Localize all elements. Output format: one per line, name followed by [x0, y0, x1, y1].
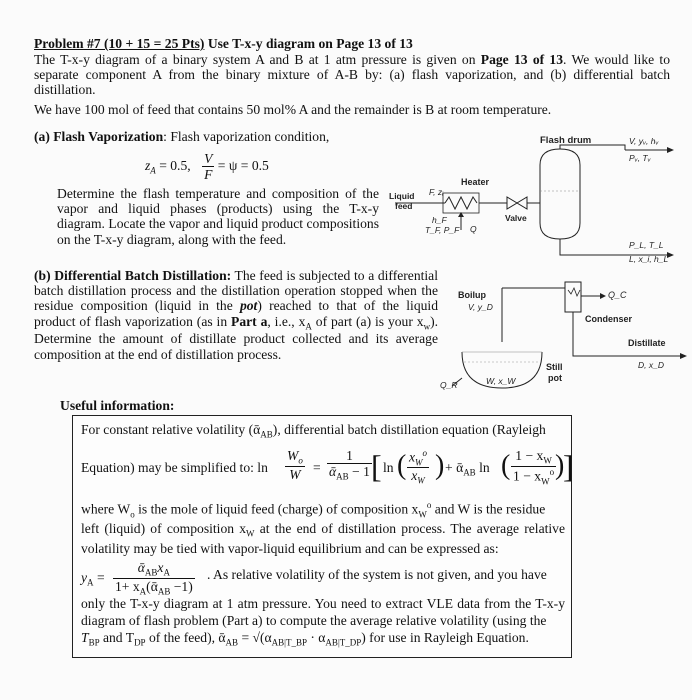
intro-feed: We have 100 mol of feed that contains 50 mol% A and the remainder is B at room temperature. [34, 102, 552, 117]
part-b-xw-sub: w [423, 321, 431, 332]
ya-sub: A [87, 577, 94, 588]
condenser-label: Condenser [585, 314, 633, 324]
ya-num-x-sub: A [163, 567, 170, 578]
useful-line-5: only the T-x-y diagram at 1 atm pressure. You need to extract VLE data from the T-x-y diagram of flash problem (Part a) to compute the average relative volatility (using the [81, 596, 565, 628]
eq-f: F [204, 167, 213, 183]
qr-label: Q_R [440, 380, 458, 390]
boilup-vars-label: V, y_D [468, 302, 493, 312]
ya-num-x: x [157, 560, 164, 575]
line6-and: and T [99, 630, 135, 645]
useful-where-line [81, 500, 565, 519]
problem-title-rest: Use T-x-y diagram on Page 13 of 13 [204, 36, 413, 51]
where-b-sub: W [418, 509, 427, 520]
valve-right [517, 197, 527, 209]
line6-dot-sub: AB [325, 637, 338, 648]
valve-left [507, 197, 517, 209]
line3-a: left (liquid) of composition x [81, 521, 247, 536]
eq-psi: = ψ = 0.5 [217, 157, 269, 173]
liquid-out-label: P_L, T_L [629, 240, 664, 250]
ya-frac [113, 560, 195, 597]
rayleigh-plus-sub: AB [463, 467, 476, 478]
where-b: is the mole of liquid feed (charge) of composition x [134, 501, 419, 517]
rayleigh-w-frac [285, 448, 305, 482]
rayleigh-x-frac [407, 448, 429, 486]
eq-z-value: = 0.5, [155, 157, 191, 173]
useful-line-1-a: For constant relative volatility (ᾱ [81, 422, 261, 437]
ya-y: y [81, 570, 88, 585]
part-a-text: Determine the flash temperature and composition of the vapor and liquid phases (products) using the T-x-y diagram. Locate the vapor and liquid product compositions on the T-x-y diagram, along with the feed. [57, 186, 379, 247]
line6-close: ) [361, 630, 366, 645]
part-b-text-5: ). Determine the amount of distillate product collected and its average composition at the end of distillation process. [34, 313, 439, 362]
feed-vars-label: F, zᵢ [429, 187, 444, 197]
rayleigh-ln-1: ln [383, 460, 394, 475]
part-b-text-3: , i.e., x [267, 313, 306, 329]
rayleigh-equation: Equation) may be simplified to: ln $\frac{W_o}{W}$ = 1 ᾱ$_{AB}$ − 1 [ ln ( $x_W^o$ $x_W$ ) + ᾱ$_{AB}$ ln ( $1 - x_W$ $1 - x_W^o$ ) ] [81, 448, 574, 487]
rayleigh-alpha-sub: AB [336, 471, 349, 482]
rayleigh-xw0-sub: W [415, 457, 423, 468]
part-b-label: (b) Differential Batch Distillation: [34, 268, 232, 283]
rayleigh-ln-2: ln [475, 460, 490, 475]
rayleigh-r-den-sub: W [541, 476, 550, 487]
flash-diagram [385, 135, 690, 270]
rayleigh-w: W [289, 466, 301, 482]
line6-alpha-sub: AB [225, 637, 239, 648]
vapor-out-label-2: Pᵥ, Tᵥ [629, 153, 651, 163]
useful-heading: Useful information: [60, 398, 175, 413]
rayleigh-xw0-sup: o [422, 448, 428, 458]
flash-drum-label: Flash drum [540, 135, 592, 146]
rayleigh-xw0: x [409, 449, 416, 465]
part-a-label: (a) Flash Vaporization [34, 129, 164, 144]
intro-text-1: The T-x-y diagram of a binary system A and B at 1 atm pressure is given on [34, 52, 481, 67]
ya-den: 1+ x [115, 578, 140, 594]
line6-sqrt-sub: AB [271, 637, 285, 648]
rayleigh-ratio-frac [511, 448, 556, 486]
eq-z: z [145, 157, 151, 173]
line6-alpha: of the feed), ᾱ [145, 630, 226, 645]
where-b-sup: o [426, 500, 432, 510]
condenser-box [565, 282, 581, 312]
ya-note: . As relative volatility of the system is not given, and you have [207, 567, 547, 582]
useful-line-1-end: ), differential batch distillation equation (Rayleigh [272, 422, 546, 437]
problem-title [34, 36, 674, 51]
eq-v-over-f [202, 151, 214, 182]
where-a: where W [81, 501, 131, 517]
line6-tbp-sub: BP [88, 637, 100, 648]
intro-paragraph [34, 52, 670, 98]
flash-drum-vessel [540, 149, 580, 239]
line3-a-sub: W [246, 528, 255, 539]
distillate-vars-label: D, x_D [638, 360, 664, 370]
ya-num: ᾱ [137, 560, 145, 575]
line6-sqrt: = √(α [238, 630, 272, 645]
rayleigh-w0-sub: o [298, 455, 303, 466]
liquid-feed-label: Liquid [389, 191, 415, 201]
valve-label: Valve [505, 213, 527, 223]
eq-v: V [204, 151, 213, 166]
useful-info-box [72, 415, 572, 658]
problem-number: Problem #7 (10 + 15 = 25 Pts) [34, 36, 205, 51]
ya-num-sub: AB [144, 567, 158, 578]
useful-line-1 [81, 422, 565, 440]
condenser-coil [568, 288, 580, 296]
where-end: and W is the residue [431, 501, 546, 517]
rayleigh-r-num-sub: W [543, 455, 552, 466]
rayleigh-r-den-sup: o [549, 466, 555, 477]
line6-tdp-sub: DP [134, 637, 146, 648]
eq-z-sub: A [150, 165, 156, 176]
part-b-pot: pot [239, 298, 258, 314]
line6-tbp: T [81, 630, 89, 645]
still-label: Still [546, 362, 563, 372]
rayleigh-coef-frac [327, 448, 372, 482]
liquid-feed-label-2: feed [395, 201, 413, 211]
rayleigh-r-num: 1 − x [515, 448, 544, 463]
feed-enthalpy-label: h_F [432, 215, 447, 225]
intro-page-ref: Page 13 of 13 [480, 52, 564, 67]
ya-den-end: (ᾱ [146, 578, 158, 594]
part-b-text-4: of part (a) is your x [311, 313, 424, 329]
line6-end: for use in Rayleigh Equation. [365, 630, 529, 645]
ya-equation [81, 560, 565, 597]
heater-label: Heater [461, 177, 490, 187]
liquid-out-label-2: L, x_i, h_L [629, 254, 669, 264]
useful-line-3 [81, 520, 565, 558]
pot-label: pot [548, 373, 562, 383]
rayleigh-w0: W [287, 448, 299, 463]
line6-dot: · α [306, 630, 326, 645]
ya-eq: = [93, 570, 105, 585]
part-a-equation [145, 151, 269, 182]
distillate-label: Distillate [628, 338, 666, 348]
ya-den-sub: A [139, 586, 147, 597]
qc-arrow [600, 293, 606, 299]
qc-label: Q_C [608, 290, 627, 300]
part-b-text-1: The feed is subjected to a differential batch distillation process and the distillation operation stopped when the residue composition (liquid in the [34, 268, 438, 314]
line3-b: at the end of distillation process. The average relative volatility may be tied with vapor-liquid equilibrium and can be expressed as: [81, 521, 565, 557]
vapor-out-label: V, yᵥ, hᵥ [629, 136, 659, 146]
rayleigh-plus: + ᾱ [445, 460, 464, 475]
vapor-arrow [667, 147, 674, 153]
heat-q-label: Q [470, 224, 477, 234]
heater-coil [445, 197, 477, 209]
distillate-arrow [680, 353, 687, 359]
ya-den-tail: −1) [170, 578, 193, 594]
batch-distillation-diagram [440, 278, 690, 396]
boilup-label: Boilup [458, 290, 486, 300]
useful-line-1-sub: AB [260, 429, 273, 440]
ya-den-end-sub: AB [157, 586, 171, 597]
part-b-parta: Part a [231, 313, 268, 329]
line6-dot-at: |T_DP [337, 637, 362, 648]
rayleigh-alpha-end: − 1 [348, 464, 370, 480]
part-b-xa-sub: A [305, 321, 312, 332]
part-a-label-rest: : Flash vaporization condition, [163, 129, 330, 144]
rayleigh-xw-sub: W [417, 476, 425, 487]
rayleigh-xw: x [411, 468, 418, 484]
useful-line-6 [81, 630, 565, 648]
rayleigh-label: Equation) may be simplified to: ln [81, 460, 268, 475]
where-sub: o [130, 509, 135, 520]
intro-text-2: . We would like to separate component A from the binary mixture of A-B by: (a) flash vaporization, and (b) differential batch distillation. [34, 52, 670, 98]
part-b-paragraph [34, 268, 438, 362]
residue-label: W, x_W [486, 376, 516, 386]
rayleigh-r-den: 1 − x [513, 468, 542, 484]
rayleigh-one: 1 [327, 448, 372, 464]
line6-sqrt-at: |T_BP [284, 637, 307, 648]
rayleigh-alpha: ᾱ [329, 464, 337, 480]
feed-tp-label: T_F, P_F [425, 225, 460, 235]
part-b-text-2: ) reached to that of the liquid product of flash vaporization (as in [34, 298, 438, 329]
